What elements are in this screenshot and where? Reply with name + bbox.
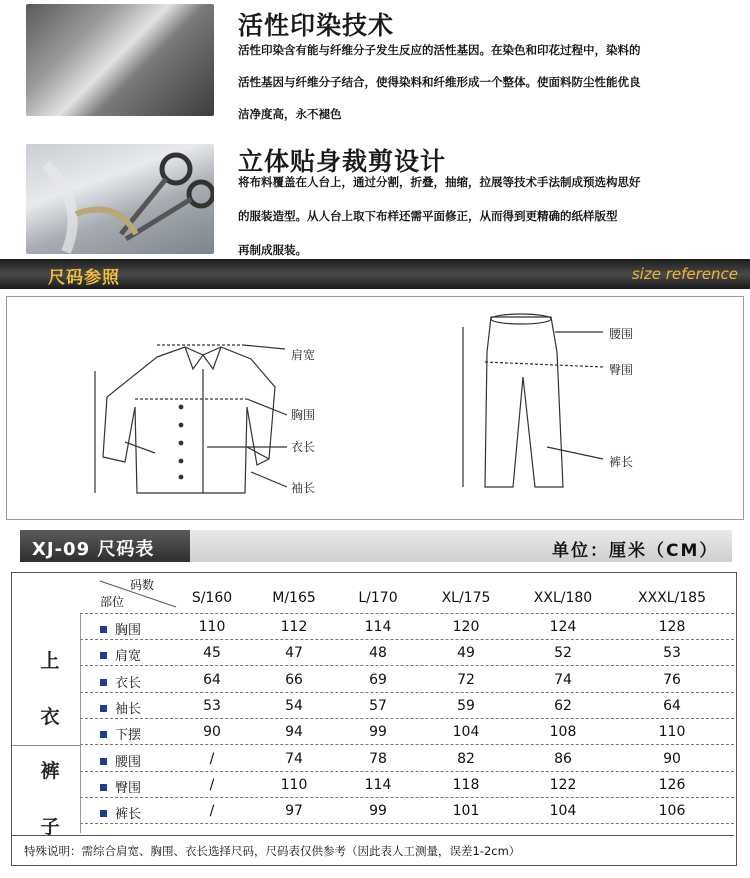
table-unit: 单位：厘米（CM） <box>552 541 719 561</box>
size-header: S/160 <box>191 590 233 606</box>
row-divider <box>80 797 734 798</box>
row-divider <box>80 718 734 719</box>
table-cell: 108 <box>549 724 577 741</box>
bullet-icon <box>100 679 107 686</box>
table-cell: 104 <box>549 803 577 820</box>
table-cell: 45 <box>203 645 221 662</box>
tailoring-photo <box>26 144 214 254</box>
table-title: XJ-09 尺码表 <box>32 539 155 560</box>
table-cell: 74 <box>554 671 572 688</box>
table-cell: 59 <box>457 697 475 714</box>
row-label <box>100 751 141 770</box>
table-cell: 90 <box>203 724 221 741</box>
label-pants-length: 裤长 <box>609 455 634 469</box>
bullet-icon <box>100 758 107 765</box>
table-cell: 86 <box>554 750 572 767</box>
row-label <box>100 672 141 691</box>
bullet-icon <box>100 626 107 633</box>
table-cell: 72 <box>457 671 475 688</box>
table-cell: 104 <box>452 724 480 741</box>
table-cell: 64 <box>203 671 221 688</box>
table-cell: / <box>209 803 215 820</box>
size-header: L/170 <box>358 590 398 606</box>
table-cell: 52 <box>554 645 572 662</box>
table-cell: / <box>209 750 215 767</box>
row-label <box>100 645 141 664</box>
table-cell: 122 <box>549 776 577 793</box>
row-divider <box>80 613 734 614</box>
table-cell: 66 <box>285 671 303 688</box>
row-label-text: 下摆 <box>115 728 142 744</box>
size-header: XXXL/185 <box>637 590 706 606</box>
table-cell: 57 <box>369 697 387 714</box>
group-divider <box>80 613 81 833</box>
label-hip: 臀围 <box>609 363 634 377</box>
bullet-icon <box>100 810 107 817</box>
row-label <box>100 724 141 743</box>
row-divider <box>80 639 734 640</box>
table-cell: 101 <box>452 803 480 820</box>
table-cell: 94 <box>285 724 303 741</box>
table-cell: 64 <box>663 697 681 714</box>
size-reference-title-en: size reference <box>631 265 738 283</box>
table-cell: 74 <box>285 750 303 767</box>
table-cell: 99 <box>369 803 387 820</box>
row-divider <box>80 665 734 666</box>
row-label <box>100 777 141 796</box>
table-cell: 114 <box>364 619 392 635</box>
bullet-icon <box>100 705 107 712</box>
table-cell: 76 <box>663 671 681 688</box>
feature-text: 将布料覆盖在人台上，通过分割，折叠，抽缩，拉展等技术手法制成预选构思好 <box>238 175 641 189</box>
label-shoulder: 肩宽 <box>291 348 316 362</box>
bullet-icon <box>100 652 107 659</box>
feature-text: 活性基因与纤维分子结合，使得染料和纤维形成一个整体。使面料防尘性能优良 <box>238 75 641 89</box>
scissors-icon <box>26 144 214 254</box>
group-label-pants: 裤 子 <box>40 760 60 838</box>
corner-size-label: 码数 <box>130 578 155 592</box>
table-cell: 118 <box>452 776 480 793</box>
table-cell: 47 <box>285 645 303 662</box>
table-cell: 62 <box>554 697 572 714</box>
row-label-text: 肩宽 <box>115 649 142 665</box>
size-header: XXL/180 <box>533 590 593 606</box>
row-label <box>100 619 141 638</box>
row-divider <box>80 771 734 772</box>
feature-text: 的服装造型。从人台上取下布样还需平面修正，从而得到更精确的纸样版型 <box>238 209 618 223</box>
row-divider <box>80 823 734 824</box>
size-header: XL/175 <box>441 590 491 606</box>
row-label-text: 裤长 <box>115 807 142 823</box>
table-cell: 110 <box>658 724 686 741</box>
group-label-top: 上 衣 <box>40 650 60 728</box>
table-cell: 48 <box>369 645 387 662</box>
feature-title: 立体贴身裁剪设计 <box>238 147 447 176</box>
table-cell: 49 <box>457 645 475 662</box>
label-length: 衣长 <box>291 440 316 454</box>
row-label-text: 胸围 <box>115 623 142 638</box>
bullet-icon <box>100 784 107 791</box>
row-label-text: 衣长 <box>115 675 142 691</box>
table-cell: 97 <box>285 803 303 820</box>
row-label-text: 臀围 <box>115 780 142 796</box>
table-cell: 124 <box>549 619 577 635</box>
row-label <box>100 698 141 717</box>
label-waist: 腰围 <box>609 327 634 341</box>
table-cell: 112 <box>280 619 308 635</box>
special-note: 特殊说明：需综合肩宽、胸围、衣长选择尺码，尺码表仅供参考（因此表人工测量，误差1-2cm） <box>24 844 521 858</box>
label-chest: 胸围 <box>291 408 316 422</box>
table-cell: 69 <box>369 671 387 688</box>
bullet-icon <box>100 731 107 738</box>
measurement-diagram <box>6 296 744 520</box>
row-divider <box>80 744 734 745</box>
size-table <box>11 572 737 866</box>
table-cell: 110 <box>198 619 226 635</box>
table-cell: 78 <box>369 750 387 767</box>
table-cell: 114 <box>364 776 392 793</box>
table-cell: 120 <box>452 619 480 635</box>
table-cell: 53 <box>663 645 681 662</box>
row-label-text: 袖长 <box>115 701 142 717</box>
row-divider <box>80 692 734 693</box>
group-separator <box>12 745 80 746</box>
corner-part-label: 部位 <box>100 595 125 609</box>
table-cell: 99 <box>369 724 387 741</box>
table-cell: 128 <box>658 619 686 635</box>
feature-text: 洁净度高，永不褪色 <box>238 107 342 121</box>
table-cell: 53 <box>203 697 221 714</box>
table-cell: 106 <box>658 803 686 820</box>
size-header: M/165 <box>272 590 316 606</box>
table-cell: 90 <box>663 750 681 767</box>
row-label <box>100 803 141 822</box>
note-divider <box>12 835 734 836</box>
table-cell: 126 <box>658 776 686 793</box>
row-label-text: 腰围 <box>115 754 142 770</box>
label-sleeve: 袖长 <box>291 481 316 495</box>
size-reference-title: 尺码参照 <box>48 268 120 288</box>
table-cell: / <box>209 776 215 793</box>
table-cell: 54 <box>285 697 303 714</box>
table-cell: 82 <box>457 750 475 767</box>
feature-text: 再制成服装。 <box>238 243 307 257</box>
feature-title: 活性印染技术 <box>238 11 395 40</box>
feature-text: 活性印染含有能与纤维分子发生反应的活性基因。在染色和印花过程中，染料的 <box>238 43 641 57</box>
table-cell: 110 <box>280 776 308 793</box>
printing-photo <box>26 4 214 116</box>
